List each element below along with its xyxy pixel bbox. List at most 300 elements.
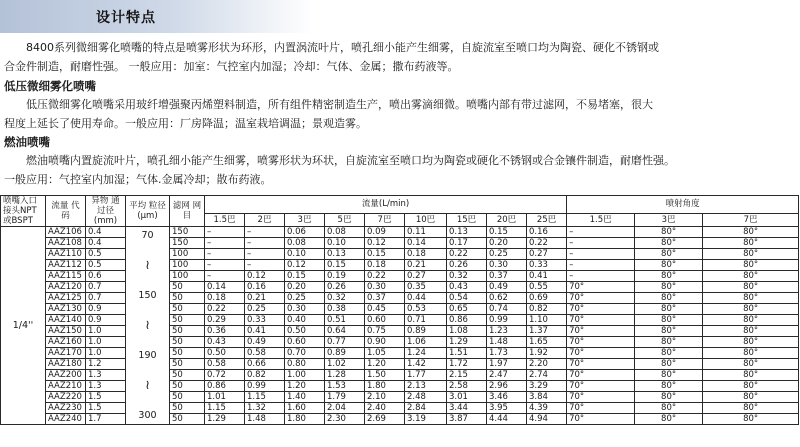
flow-cell: 0.27: [405, 271, 447, 282]
flow-pressure-header: 2巴: [245, 214, 285, 227]
model-header: 流量 代码: [46, 196, 86, 227]
flow-cell: 0.11: [405, 227, 447, 238]
flow-cell: 1.02: [325, 359, 365, 370]
section-banner: [0, 0, 314, 33]
flow-cell: 1.48: [245, 414, 285, 425]
table-row: [1, 227, 799, 238]
angle-cell: 80°: [635, 227, 703, 238]
angle-cell: 80°: [703, 271, 799, 282]
flow-cell: –: [205, 271, 245, 282]
angle-cell: 70°: [567, 370, 635, 381]
flow-cell: 2.48: [405, 392, 447, 403]
mesh-cell: 100: [170, 249, 205, 260]
flow-cell: 0.25: [487, 249, 527, 260]
model-code-cell: AAZ240: [46, 414, 86, 425]
table-row: [1, 392, 799, 403]
flow-cell: 3.44: [447, 403, 487, 414]
flow-cell: 0.20: [487, 238, 527, 249]
model-code-cell: AAZ108: [46, 238, 86, 249]
flow-cell: 0.22: [365, 271, 405, 282]
angle-cell: 80°: [635, 392, 703, 403]
angle-cell: 80°: [703, 337, 799, 348]
flow-cell: 0.20: [285, 282, 325, 293]
flow-cell: 0.58: [205, 359, 245, 370]
angle-pressure-header: 1.5巴: [567, 214, 635, 227]
flow-pressure-header: 15巴: [447, 214, 487, 227]
flow-cell: 2.04: [325, 403, 365, 414]
flow-cell: –: [205, 260, 245, 271]
spec-table: [0, 195, 799, 425]
flow-cell: 3.01: [447, 392, 487, 403]
particle-size-column: [126, 228, 169, 424]
flow-cell: 1.32: [245, 403, 285, 414]
table-row: [1, 337, 799, 348]
flow-cell: 1.60: [285, 403, 325, 414]
fuel-heading: 燃油喷嘴: [4, 135, 50, 149]
flow-cell: 0.22: [447, 249, 487, 260]
flow-cell: 2.74: [527, 370, 567, 381]
angle-cell: 80°: [703, 414, 799, 425]
mesh-cell: 50: [170, 403, 205, 414]
flow-cell: 1.73: [487, 348, 527, 359]
flow-cell: 4.94: [527, 414, 567, 425]
model-code-cell: AAZ220: [46, 392, 86, 403]
table-row: [1, 326, 799, 337]
angle-cell: –: [567, 271, 635, 282]
table-row: [1, 381, 799, 392]
flow-cell: 1.77: [405, 370, 447, 381]
flow-cell: 1.72: [447, 359, 487, 370]
model-code-cell: AAZ180: [46, 359, 86, 370]
angle-cell: 80°: [703, 293, 799, 304]
angle-cell: 70°: [567, 337, 635, 348]
flow-cell: 1.80: [365, 381, 405, 392]
particle-size-value: 300: [138, 409, 157, 421]
flow-cell: 0.49: [487, 282, 527, 293]
section-title: 设计特点: [96, 10, 156, 26]
flow-cell: 0.71: [405, 315, 447, 326]
table-row: [1, 238, 799, 249]
angle-cell: 70°: [567, 403, 635, 414]
flow-cell: 1.65: [527, 337, 567, 348]
flow-cell: –: [205, 249, 245, 260]
flow-cell: 2.84: [405, 403, 447, 414]
orifice-cell: 1.0: [86, 337, 126, 348]
angle-pressure-header: 3巴: [635, 214, 703, 227]
angle-cell: 80°: [703, 359, 799, 370]
angle-pressure-header: 7巴: [703, 214, 799, 227]
flow-cell: 0.37: [365, 293, 405, 304]
flow-cell: 0.70: [285, 348, 325, 359]
low-pressure-line-1: 低压微细雾化喷嘴采用玻纤增强聚丙烯塑料制造，所有组件精密制造生产，喷出雾滴细微。喷嘴内部有带过滤网，不易堵塞，很大: [26, 98, 653, 111]
flow-cell: 0.53: [405, 304, 447, 315]
orifice-cell: 1.0: [86, 326, 126, 337]
model-code-cell: AAZ112: [46, 260, 86, 271]
table-row: [1, 271, 799, 282]
flow-cell: 0.41: [527, 271, 567, 282]
flow-cell: 1.01: [205, 392, 245, 403]
flow-cell: 0.35: [405, 282, 447, 293]
flow-cell: 1.40: [285, 392, 325, 403]
table-row: [1, 414, 799, 425]
range-tilde: ≀: [145, 257, 150, 273]
angle-cell: 80°: [703, 238, 799, 249]
flow-cell: 0.30: [487, 260, 527, 271]
orifice-cell: 1.3: [86, 370, 126, 381]
model-code-cell: AAZ170: [46, 348, 86, 359]
flow-cell: 0.86: [205, 381, 245, 392]
table-row: [1, 315, 799, 326]
flow-cell: 0.25: [245, 304, 285, 315]
angle-cell: 80°: [635, 359, 703, 370]
flow-cell: –: [245, 249, 285, 260]
flow-cell: 0.50: [285, 326, 325, 337]
flow-cell: 2.58: [447, 381, 487, 392]
flow-cell: 0.06: [285, 227, 325, 238]
orifice-cell: 0.4: [86, 227, 126, 238]
angle-cell: 80°: [635, 293, 703, 304]
flow-cell: 0.18: [365, 260, 405, 271]
particle-size-value: 190: [138, 349, 157, 361]
flow-cell: 0.15: [365, 249, 405, 260]
flow-cell: 1.29: [447, 337, 487, 348]
angle-cell: 80°: [635, 381, 703, 392]
flow-cell: 0.12: [285, 260, 325, 271]
orifice-cell: 1.7: [86, 414, 126, 425]
model-code-cell: AAZ130: [46, 304, 86, 315]
flow-cell: 0.40: [285, 315, 325, 326]
flow-cell: 1.05: [365, 348, 405, 359]
orifice-cell: 0.9: [86, 315, 126, 326]
flow-cell: 0.08: [325, 227, 365, 238]
flow-cell: 0.21: [245, 293, 285, 304]
mesh-cell: 50: [170, 370, 205, 381]
flow-cell: –: [205, 227, 245, 238]
flow-cell: 0.10: [285, 249, 325, 260]
inlet-header: 喷嘴入口 接头NPT 或BSPT: [1, 196, 46, 227]
flow-header: 流量(L/min): [205, 196, 567, 214]
flow-cell: 0.18: [405, 249, 447, 260]
flow-pressure-header: 5巴: [325, 214, 365, 227]
flow-cell: 0.60: [285, 337, 325, 348]
flow-cell: 0.30: [285, 304, 325, 315]
orifice-cell: 1.3: [86, 381, 126, 392]
flow-cell: 0.15: [285, 271, 325, 282]
flow-cell: –: [245, 227, 285, 238]
orifice-cell: 0.4: [86, 238, 126, 249]
flow-cell: 0.37: [487, 271, 527, 282]
flow-cell: 0.62: [487, 293, 527, 304]
orifice-cell: 0.5: [86, 260, 126, 271]
mesh-cell: 50: [170, 293, 205, 304]
flow-cell: 2.10: [365, 392, 405, 403]
flow-cell: 0.60: [365, 315, 405, 326]
angle-cell: 80°: [635, 315, 703, 326]
flow-cell: 2.30: [325, 414, 365, 425]
flow-cell: –: [245, 238, 285, 249]
flow-cell: 0.16: [527, 227, 567, 238]
flow-cell: 0.58: [245, 348, 285, 359]
mesh-cell: 50: [170, 304, 205, 315]
angle-cell: 70°: [567, 326, 635, 337]
orifice-cell: 1.5: [86, 392, 126, 403]
flow-cell: 1.24: [405, 348, 447, 359]
flow-cell: 0.43: [447, 282, 487, 293]
flow-cell: 0.09: [365, 227, 405, 238]
flow-cell: 0.15: [487, 227, 527, 238]
flow-cell: 0.21: [405, 260, 447, 271]
flow-cell: 1.97: [487, 359, 527, 370]
model-code-cell: AAZ160: [46, 337, 86, 348]
flow-cell: 0.99: [245, 381, 285, 392]
flow-cell: 0.33: [245, 315, 285, 326]
angle-cell: 80°: [635, 238, 703, 249]
flow-cell: 0.89: [325, 348, 365, 359]
mesh-cell: 150: [170, 227, 205, 238]
flow-cell: 0.14: [405, 238, 447, 249]
flow-cell: 1.79: [325, 392, 365, 403]
mesh-cell: 50: [170, 392, 205, 403]
angle-cell: 80°: [635, 414, 703, 425]
flow-cell: 3.84: [527, 392, 567, 403]
flow-cell: 1.10: [527, 315, 567, 326]
flow-cell: 1.20: [365, 359, 405, 370]
flow-cell: 1.48: [487, 337, 527, 348]
flow-cell: 0.99: [487, 315, 527, 326]
angle-cell: 80°: [635, 282, 703, 293]
angle-cell: 80°: [635, 348, 703, 359]
flow-cell: 0.10: [325, 238, 365, 249]
model-code-cell: AAZ200: [46, 370, 86, 381]
angle-cell: 80°: [703, 282, 799, 293]
model-code-cell: AAZ150: [46, 326, 86, 337]
mesh-cell: 50: [170, 282, 205, 293]
flow-cell: 0.29: [205, 315, 245, 326]
intro-line-1: 8400系列微细雾化喷嘴的特点是喷雾形状为环形，内置涡流叶片，喷孔细小能产生细雾，自旋流室至喷口均为陶瓷、硬化不锈钢或: [26, 41, 659, 54]
table-row: [1, 359, 799, 370]
orifice-cell: 1.5: [86, 403, 126, 414]
angle-cell: 80°: [703, 370, 799, 381]
model-code-cell: AAZ230: [46, 403, 86, 414]
low-pressure-heading: 低压微细雾化喷嘴: [4, 79, 96, 93]
table-row: [1, 282, 799, 293]
angle-cell: 70°: [567, 315, 635, 326]
model-code-cell: AAZ120: [46, 282, 86, 293]
flow-cell: 0.80: [285, 359, 325, 370]
angle-cell: 80°: [703, 315, 799, 326]
mesh-cell: 100: [170, 271, 205, 282]
table-row: [1, 370, 799, 381]
table-row: [1, 403, 799, 414]
angle-cell: 80°: [635, 260, 703, 271]
angle-cell: 80°: [635, 370, 703, 381]
flow-cell: 0.82: [527, 304, 567, 315]
flow-cell: 0.22: [205, 304, 245, 315]
flow-pressure-header: 20巴: [487, 214, 527, 227]
intro-line-2: 合金件制造，耐磨性强。 一般应用：加室：气控室内加湿；冷却：气体、金属；撒布药液等。: [4, 60, 459, 73]
orifice-cell: 1.0: [86, 348, 126, 359]
angle-cell: 70°: [567, 282, 635, 293]
flow-cell: 0.82: [245, 370, 285, 381]
flow-cell: 0.86: [447, 315, 487, 326]
flow-cell: 0.69: [527, 293, 567, 304]
angle-cell: 80°: [703, 348, 799, 359]
flow-cell: 3.19: [405, 414, 447, 425]
low-pressure-line-2: 程度上延长了使用寿命。一般应用：厂房降温；温室栽培调温；景观造雾。: [4, 117, 367, 130]
angle-cell: 70°: [567, 392, 635, 403]
flow-cell: 2.40: [365, 403, 405, 414]
angle-cell: 80°: [703, 381, 799, 392]
flow-cell: 0.13: [325, 249, 365, 260]
mesh-cell: 50: [170, 337, 205, 348]
orifice-cell: 0.7: [86, 282, 126, 293]
mesh-header: 滤网 网目: [170, 196, 205, 227]
flow-cell: 0.43: [205, 337, 245, 348]
flow-cell: 0.08: [285, 238, 325, 249]
flow-cell: 1.28: [325, 370, 365, 381]
mesh-cell: 50: [170, 381, 205, 392]
flow-cell: 0.14: [205, 282, 245, 293]
flow-cell: 2.47: [487, 370, 527, 381]
flow-cell: 1.08: [447, 326, 487, 337]
inlet-size-cell: 1/4'': [1, 227, 46, 425]
flow-cell: 0.26: [325, 282, 365, 293]
orifice-cell: 0.5: [86, 249, 126, 260]
flow-cell: 0.27: [527, 249, 567, 260]
angle-cell: 70°: [567, 304, 635, 315]
mesh-cell: 50: [170, 414, 205, 425]
mesh-cell: 50: [170, 359, 205, 370]
orifice-cell: 0.6: [86, 271, 126, 282]
flow-cell: 1.51: [447, 348, 487, 359]
angle-cell: –: [567, 227, 635, 238]
angle-cell: –: [567, 238, 635, 249]
flow-cell: 1.20: [285, 381, 325, 392]
model-code-cell: AAZ110: [46, 249, 86, 260]
flow-cell: 0.33: [527, 260, 567, 271]
flow-cell: 3.46: [487, 392, 527, 403]
angle-cell: 80°: [703, 326, 799, 337]
flow-cell: 0.51: [325, 315, 365, 326]
angle-cell: 70°: [567, 414, 635, 425]
flow-cell: 0.32: [325, 293, 365, 304]
flow-cell: 0.54: [447, 293, 487, 304]
flow-cell: 0.13: [447, 227, 487, 238]
flow-cell: 0.49: [245, 337, 285, 348]
flow-cell: –: [205, 238, 245, 249]
flow-cell: 0.16: [245, 282, 285, 293]
particle-size-cell: [126, 227, 170, 425]
angle-cell: –: [567, 249, 635, 260]
flow-cell: 1.92: [527, 348, 567, 359]
flow-cell: 0.12: [245, 271, 285, 282]
flow-cell: 1.37: [527, 326, 567, 337]
angle-header: 喷射角度: [567, 196, 799, 214]
flow-cell: 0.18: [205, 293, 245, 304]
flow-cell: 1.42: [405, 359, 447, 370]
flow-cell: 0.72: [205, 370, 245, 381]
model-code-cell: AAZ125: [46, 293, 86, 304]
model-code-cell: AAZ115: [46, 271, 86, 282]
orifice-header: 异物 通过径 (mm): [86, 196, 126, 227]
flow-cell: 1.23: [487, 326, 527, 337]
flow-cell: 0.19: [325, 271, 365, 282]
angle-cell: 80°: [635, 337, 703, 348]
range-tilde: ≀: [145, 317, 150, 333]
flow-cell: 2.13: [405, 381, 447, 392]
flow-cell: 0.89: [405, 326, 447, 337]
range-tilde: ≀: [145, 377, 150, 393]
flow-cell: 2.15: [447, 370, 487, 381]
flow-cell: 0.26: [447, 260, 487, 271]
flow-cell: 1.80: [285, 414, 325, 425]
table-row: [1, 304, 799, 315]
flow-cell: 0.44: [405, 293, 447, 304]
angle-cell: 80°: [635, 271, 703, 282]
flow-pressure-header: 25巴: [527, 214, 567, 227]
flow-pressure-header: 3巴: [285, 214, 325, 227]
flow-cell: 0.55: [527, 282, 567, 293]
flow-pressure-header: 10巴: [405, 214, 447, 227]
mesh-cell: 100: [170, 260, 205, 271]
mesh-cell: 50: [170, 315, 205, 326]
flow-cell: 0.75: [365, 326, 405, 337]
flow-cell: 1.53: [325, 381, 365, 392]
flow-cell: 0.17: [447, 238, 487, 249]
flow-cell: 1.29: [205, 414, 245, 425]
angle-cell: 70°: [567, 348, 635, 359]
angle-cell: 80°: [703, 260, 799, 271]
flow-cell: 0.74: [487, 304, 527, 315]
orifice-cell: 1.2: [86, 359, 126, 370]
flow-cell: 1.06: [405, 337, 447, 348]
flow-cell: 0.77: [325, 337, 365, 348]
angle-cell: 80°: [635, 249, 703, 260]
flow-cell: 0.41: [245, 326, 285, 337]
flow-cell: 0.50: [205, 348, 245, 359]
angle-cell: 80°: [703, 392, 799, 403]
mesh-cell: 50: [170, 326, 205, 337]
flow-cell: 3.95: [487, 403, 527, 414]
flow-cell: 0.30: [365, 282, 405, 293]
angle-cell: 80°: [635, 403, 703, 414]
flow-cell: 0.38: [325, 304, 365, 315]
flow-cell: 0.90: [365, 337, 405, 348]
table-row: [1, 260, 799, 271]
table-row: [1, 348, 799, 359]
angle-cell: –: [567, 260, 635, 271]
flow-cell: 1.50: [365, 370, 405, 381]
flow-cell: 0.25: [285, 293, 325, 304]
flow-cell: 1.00: [285, 370, 325, 381]
particle-size-value: 150: [138, 289, 157, 301]
flow-cell: –: [245, 260, 285, 271]
table-row: [1, 293, 799, 304]
fuel-line-2: 一般应用：气控室内加湿；气体.金属冷却；散布药液。: [4, 173, 272, 186]
angle-cell: 70°: [567, 359, 635, 370]
fuel-line-1: 燃油喷嘴内置旋流叶片，喷孔细小能产生细雾，喷雾形状为环状，自旋流室至喷口均为陶瓷或硬化不锈钢或合金镶件制造，耐磨性强。: [26, 154, 675, 167]
flow-cell: 4.39: [527, 403, 567, 414]
flow-cell: 0.12: [365, 238, 405, 249]
model-code-cell: AAZ140: [46, 315, 86, 326]
flow-cell: 0.32: [447, 271, 487, 282]
angle-cell: 70°: [567, 293, 635, 304]
mesh-cell: 150: [170, 238, 205, 249]
flow-cell: 4.44: [487, 414, 527, 425]
particle-size-value: 70: [141, 229, 154, 241]
angle-cell: 80°: [635, 326, 703, 337]
angle-cell: 70°: [567, 381, 635, 392]
